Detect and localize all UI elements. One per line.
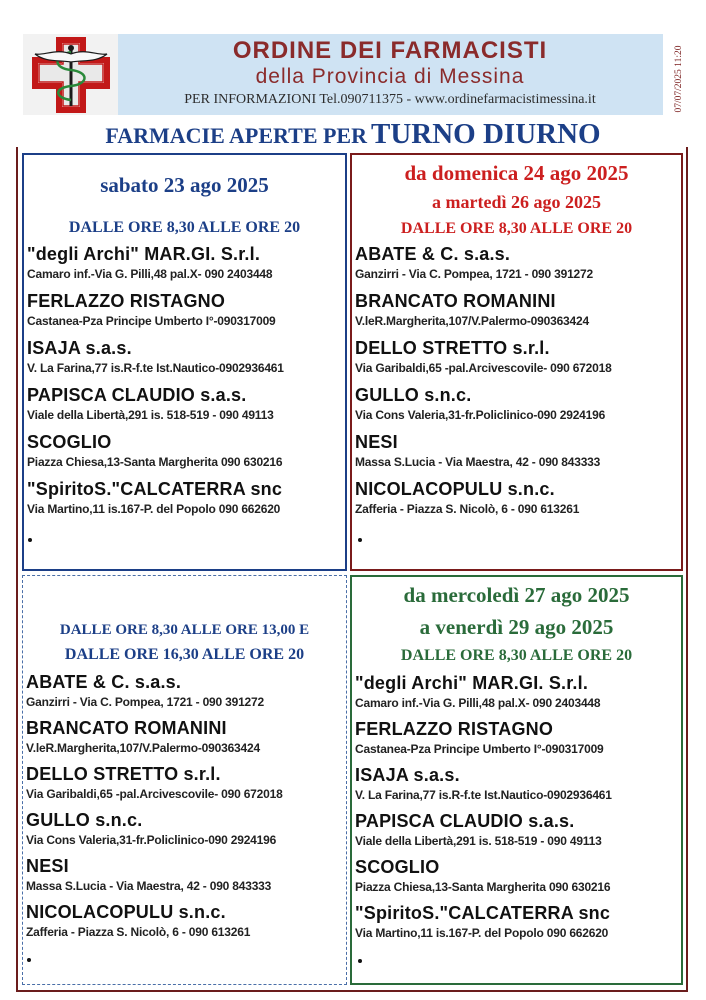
pharmacy-entry	[26, 763, 356, 803]
section-wed-27-fri-29	[350, 575, 683, 985]
pharmacy-name: ISAJA s.a.s.	[27, 338, 132, 358]
pharmacy-address: Via Martino,11 is.167-P. del Popolo 090 662620	[355, 926, 609, 940]
pharmacy-name: NICOLACOPULU s.n.c.	[355, 479, 555, 499]
bullet-dot	[28, 538, 32, 542]
pharmacy-entry	[355, 384, 685, 424]
pharmacy-name: ISAJA s.a.s.	[355, 765, 460, 785]
pharmacy-name: NESI	[26, 856, 69, 876]
pharmacy-address: Piazza Chiesa,13-Santa Margherita 090 630216	[355, 880, 611, 894]
pharmacy-entry	[355, 478, 685, 518]
pharmacy-address: Via Cons Valeria,31-fr.Policlinico-090 2924196	[355, 408, 606, 422]
section-hours-afternoon: DALLE ORE 16,30 ALLE ORE 20	[64, 646, 305, 663]
bullet-dot	[358, 538, 362, 542]
pharmacy-entry	[27, 384, 357, 424]
header-banner	[23, 34, 663, 115]
pharmacy-name: SCOGLIO	[27, 432, 112, 452]
pharmacy-name: NICOLACOPULU s.n.c.	[26, 902, 226, 922]
pharmacy-name: FERLAZZO RISTAGNO	[355, 719, 554, 739]
section-date: sabato 23 ago 2025	[100, 173, 269, 197]
section-sat-23	[22, 153, 347, 571]
contact-info: PER INFORMAZIONI Tel.090711375 - www.ordinefarmacistimessina.it	[184, 92, 596, 107]
pharmacy-name: PAPISCA CLAUDIO s.a.s.	[27, 385, 247, 405]
pharmacy-address: Camaro inf.-Via G. Pilli,48 pal.X- 090 2403448	[355, 696, 601, 710]
pharmacy-address: Via Garibaldi,65 -pal.Arcivescovile- 090 672018	[355, 361, 612, 375]
pharmacy-entry	[355, 902, 685, 942]
pharmacy-entry	[27, 290, 357, 330]
pharmacy-address: Ganzirri - Via C. Pompea, 1721 - 090 391272	[26, 695, 264, 709]
pharmacy-address: V.leR.Margherita,107/V.Palermo-090363424	[26, 741, 260, 755]
pharmacy-address: Viale della Libertà,291 is. 518-519 - 090 49113	[355, 834, 602, 848]
pharmacy-entry	[355, 243, 685, 283]
pharmacy-name: PAPISCA CLAUDIO s.a.s.	[355, 811, 575, 831]
pharmacy-name: ABATE & C. s.a.s.	[355, 244, 511, 264]
pharmacy-entry	[355, 431, 685, 471]
pharmacy-entry	[355, 810, 685, 850]
section-hours: DALLE ORE 8,30 ALLE ORE 20	[400, 220, 633, 237]
pharmacist-order-logo	[23, 34, 118, 115]
pharmacy-name: "degli Archi" MAR.GI. S.r.l.	[355, 673, 589, 693]
pharmacy-entry	[355, 764, 685, 804]
pharmacy-name: BRANCATO ROMANINI	[26, 718, 227, 738]
pharmacy-name: FERLAZZO RISTAGNO	[27, 291, 226, 311]
section-hours: DALLE ORE 8,30 ALLE ORE 20	[68, 219, 301, 236]
date-stamp: 07/07/2025 11:20	[674, 45, 684, 113]
pharmacy-address: V. La Farina,77 is.R-f.te Ist.Nautico-0902936461	[27, 361, 284, 375]
page-title-prefix: FARMACIE APERTE PER	[105, 123, 367, 148]
pharmacy-address: Zafferia - Piazza S. Nicolò, 6 - 090 613261	[26, 925, 251, 939]
pharmacy-name: "SpiritoS."CALCATERRA snc	[27, 479, 283, 499]
pharmacy-name: "degli Archi" MAR.GI. S.r.l.	[27, 244, 261, 264]
bullet-dot	[358, 959, 362, 963]
pharmacy-name: SCOGLIO	[355, 857, 440, 877]
order-title: ORDINE DEI FARMACISTI	[232, 37, 548, 64]
section-date-from: da mercoledì 27 ago 2025	[403, 583, 630, 607]
pharmacy-address: Via Martino,11 is.167-P. del Popolo 090 662620	[27, 502, 281, 516]
pharmacy-address: Via Garibaldi,65 -pal.Arcivescovile- 090 672018	[26, 787, 283, 801]
pharmacy-entry	[26, 855, 356, 895]
pharmacy-address: V.leR.Margherita,107/V.Palermo-090363424	[355, 314, 589, 328]
pharmacy-address: Via Cons Valeria,31-fr.Policlinico-090 2924196	[26, 833, 277, 847]
section-date-from: da domenica 24 ago 2025	[404, 161, 629, 185]
pharmacy-address: Massa S.Lucia - Via Maestra, 42 - 090 843333	[26, 879, 272, 893]
pharmacy-entry	[355, 856, 685, 896]
pharmacy-name: BRANCATO ROMANINI	[355, 291, 556, 311]
pharmacy-address: Camaro inf.-Via G. Pilli,48 pal.X- 090 2403448	[27, 267, 273, 281]
pharmacy-address: Castanea-Pza Principe Umberto I°-090317009	[27, 314, 276, 328]
pharmacy-entry	[355, 672, 685, 712]
section-hours-morning: DALLE ORE 8,30 ALLE ORE 13,00 E	[59, 622, 310, 638]
caduceus-cross-icon	[23, 34, 118, 115]
section-date-to: a martedì 26 ago 2025	[432, 192, 601, 212]
pharmacy-address: Piazza Chiesa,13-Santa Margherita 090 630216	[27, 455, 283, 469]
pharmacy-name: GULLO s.n.c.	[26, 810, 143, 830]
pharmacy-name: GULLO s.n.c.	[355, 385, 472, 405]
pharmacy-entry	[355, 337, 685, 377]
pharmacy-entry	[26, 901, 356, 941]
pharmacy-entry	[27, 478, 357, 518]
pharmacy-entry	[26, 717, 356, 757]
pharmacy-entry	[26, 809, 356, 849]
section-hours: DALLE ORE 8,30 ALLE ORE 20	[400, 647, 633, 664]
bullet-dot	[27, 958, 31, 962]
page-title-emphasis: TURNO DIURNO	[371, 118, 601, 150]
pharmacy-address: Ganzirri - Via C. Pompea, 1721 - 090 391272	[355, 267, 593, 281]
pharmacy-entry	[27, 243, 357, 283]
pharmacy-entry	[355, 290, 685, 330]
pharmacy-name: "SpiritoS."CALCATERRA snc	[355, 903, 611, 923]
pharmacy-entry	[26, 671, 356, 711]
pharmacy-name: ABATE & C. s.a.s.	[26, 672, 182, 692]
section-split-hours	[22, 575, 347, 985]
section-sun-24-tue-26	[350, 153, 683, 571]
pharmacy-address: Massa S.Lucia - Via Maestra, 42 - 090 843333	[355, 455, 601, 469]
pharmacy-address: V. La Farina,77 is.R-f.te Ist.Nautico-0902936461	[355, 788, 612, 802]
pharmacy-entry	[27, 431, 357, 471]
pharmacy-address: Viale della Libertà,291 is. 518-519 - 090 49113	[27, 408, 274, 422]
order-subtitle: della Provincia di Messina	[255, 65, 525, 88]
pharmacy-name: DELLO STRETTO s.r.l.	[26, 764, 221, 784]
pharmacy-address: Zafferia - Piazza S. Nicolò, 6 - 090 613261	[355, 502, 580, 516]
pharmacy-entry	[27, 337, 357, 377]
pharmacy-entry	[355, 718, 685, 758]
pharmacy-address: Castanea-Pza Principe Umberto I°-090317009	[355, 742, 604, 756]
section-date-to: a venerdì 29 ago 2025	[419, 615, 614, 639]
pharmacy-name: DELLO STRETTO s.r.l.	[355, 338, 550, 358]
pharmacy-name: NESI	[355, 432, 398, 452]
